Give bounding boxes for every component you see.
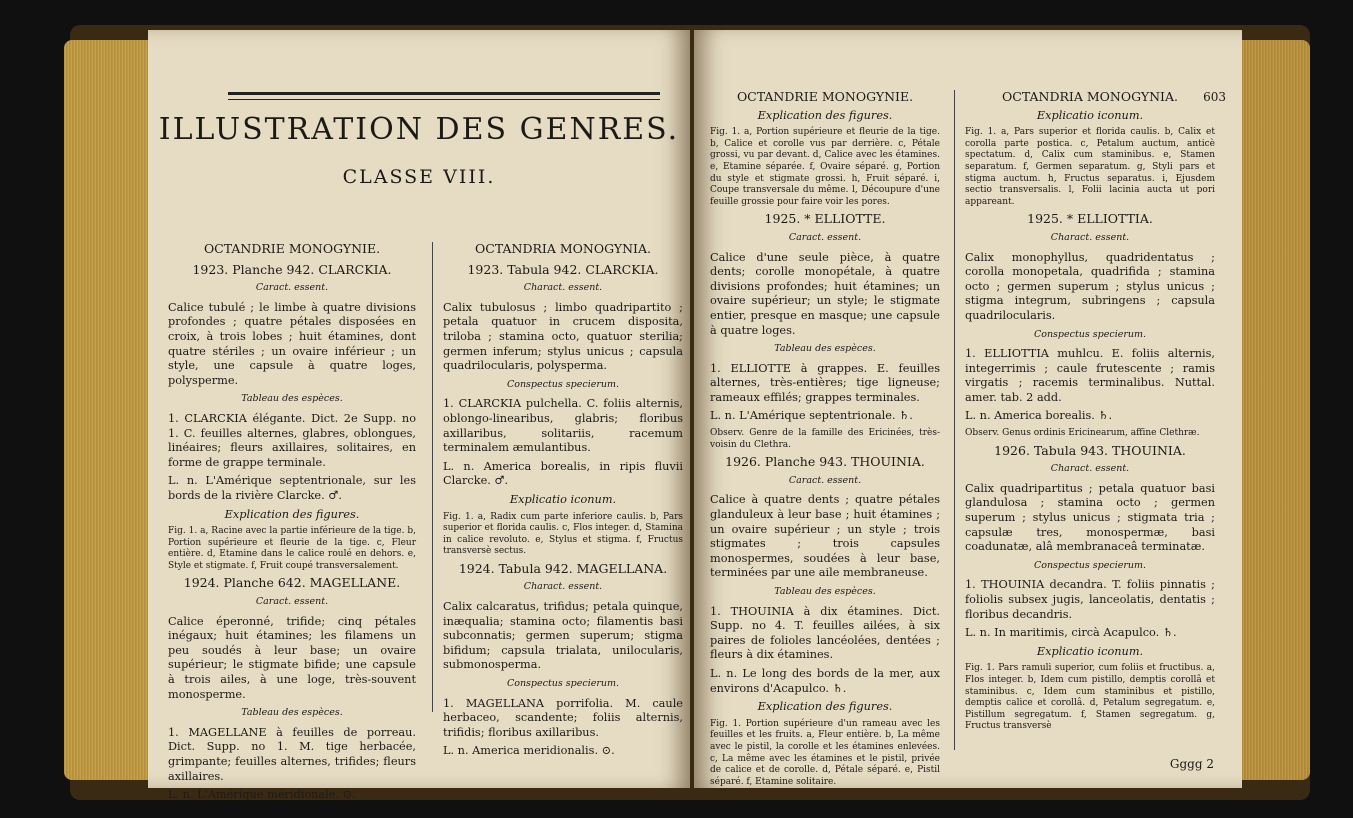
locality: L. n. America borealis, in ripis fluvii Clarcke. ♂.: [443, 459, 683, 488]
left-page: [148, 30, 690, 802]
page-title: ILLUSTRATION DES GENRES.: [158, 112, 680, 147]
french-column: [710, 90, 940, 792]
figure-explanation: Fig. 1. Portion supérieure d'un rameau avec les feuilles et les fruits. a, Fleur entière. b, La même avec le pistil, la corolle et les étamines enlevées. c, La même avec les étamines et le pistil, privée de calice et de corolle. d, Pétale séparé. e, Pistil séparé. f, Etamine solitaire.: [710, 718, 940, 787]
conspectus-label: Conspectus specierum.: [1033, 559, 1147, 571]
figure-explanation: Fig. 1. a, Pars superior et florida caulis. b, Calix et corolla parte postica. c, Petalum auctum, anticè spectatum. d, Calix cum staminibus. e, Stamen separatum. f, Germen separatum. g, Styli pars et stigma auctum. h, Fructus separatus. i, Ejusdem sectio transversalis. l, Folii lacinia aucta ut pori appareant.: [965, 127, 1215, 207]
explicatio-label: Explicatio iconum.: [1036, 108, 1144, 122]
observation: Observ. Genre de la famille des Ericinées, très-voisin du Clethra.: [710, 428, 940, 450]
conspectus-label: Conspectus specierum.: [506, 378, 620, 390]
french-column: [168, 242, 416, 807]
page-edges-right: [1230, 40, 1310, 780]
caract-label: Charact. essent.: [523, 581, 603, 593]
locality: L. n. Le long des bords de la mer, aux environs d'Acapulco. ♄.: [710, 666, 940, 695]
caract-label: Caract. essent.: [255, 282, 329, 294]
latin-column: [954, 90, 1215, 750]
locality: L. n. America meridionalis. ⊙.: [443, 744, 615, 758]
caract-label: Caract. essent.: [255, 596, 329, 608]
conspectus-label: Conspectus specierum.: [506, 678, 620, 690]
genus-heading: 1924. Planche 642. MAGELLANE.: [183, 575, 401, 591]
running-head: OCTANDRIA MONOGYNIA.: [1002, 89, 1178, 104]
species-entry: 1. THOUINIA à dix étamines. Dict. Supp. no 4. T. feuilles ailées, à six paires de folioles lancéolées, dentées ; fleurs à dix étamines.: [710, 604, 940, 662]
genus-heading: 1923. Planche 942. CLARCKIA.: [192, 261, 392, 277]
species-entry: 1. ELLIOTTE à grappes. E. feuilles alternes, très-entières; tige ligneuse; rameaux effilés; grappes terminales.: [710, 361, 940, 404]
tableau-label: Tableau des espèces.: [241, 707, 343, 719]
species-entry: 1. MAGELLANA porrifolia. M. caule herbaceo, scandente; foliis alternis, trifidis; floribus axillaribus.: [443, 696, 683, 739]
species-entry: 1. MAGELLANE à feuilles de porreau. Dict. Supp. no 1. M. tige herbacée, grimpante; feuilles alternes, trifides; fleurs axillaires.: [168, 725, 416, 783]
genus-heading: 1926. Tabula 943. THOUINIA.: [994, 442, 1186, 458]
explicatio-label: Explicatio iconum.: [1036, 644, 1144, 658]
tableau-label: Tableau des espèces.: [774, 343, 876, 355]
tableau-label: Tableau des espèces.: [241, 393, 343, 405]
genus-heading: 1926. Planche 943. THOUINIA.: [725, 454, 925, 470]
genus-description: Calice d'une seule pièce, à quatre dents; corolle monopétale, à quatre divisions profondes; huit étamines; un ovaire supérieur; un style; le stigmate entier, presque en masque; une capsule à quatre loges.: [710, 250, 940, 337]
running-head: OCTANDRIE MONOGYNIE.: [736, 89, 914, 104]
figure-explanation: Fig. 1. a, Portion supérieure et fleurie de la tige. b, Calice et corolle vus par derrière. c, Pétale grossi, vu par devant. d, Calice avec les étamines. e, Etamine séparée. f, Ovaire séparé. g, Portion du style et stigmate grossi. h, Fruit séparé. i, Coupe transversale du même. l, Découpure d'une feuille grossie pour faire voir les pores.: [710, 127, 940, 207]
title-rule: [228, 92, 660, 100]
locality: L. n. America borealis. ♄.: [965, 409, 1113, 423]
species-entry: 1. CLARCKIA pulchella. C. foliis alternis, oblongo-linearibus, glabris; floribus axillaribus, solitariis, racemum terminalem æmulantibus.: [443, 397, 683, 455]
figure-explanation: Fig. 1. a, Radix cum parte inferiore caulis. b, Pars superior et florida caulis. c, Flos integer. d, Stamina in calice revoluto. e, Stylus et stigma. f, Fructus transversè sectus.: [443, 511, 683, 557]
right-page: [694, 30, 1242, 788]
signature-mark: Gggg 2: [1169, 757, 1214, 771]
locality: L. n. L'Amérique septentrionale. ♄.: [710, 409, 913, 423]
genus-heading: 1923. Tabula 942. CLARCKIA.: [467, 261, 659, 277]
genus-description: Calix calcaratus, trifidus; petala quinque, inæqualia; stamina octo; filamentis basi subconnatis; germen superum; stigma bifidum; capsula trialata, unilocularis, submonosperma.: [443, 600, 683, 672]
section-heading: OCTANDRIE MONOGYNIE.: [203, 241, 381, 256]
genus-description: Calice à quatre dents ; quatre pétales glanduleux à leur base ; huit étamines ; un ovaire supérieur ; un style ; trois stigmates ; trois capsules monospermes, soudées à leur base, terminées par une aile membraneuse.: [710, 493, 940, 580]
species-entry: 1. CLARCKIA élégante. Dict. 2e Supp. no 1. C. feuilles alternes, glabres, oblongues, linéaires; fleurs axillaires, solitaires, en forme de grappe terminale.: [168, 411, 416, 469]
caract-label: Charact. essent.: [1050, 231, 1130, 243]
species-entry: 1. ELLIOTTIA muhlcu. E. foliis alternis, integerrimis ; caule frutescente ; ramis virgatis ; racemis terminalibus. Nuttal. amer. tab. 2 add.: [965, 347, 1215, 404]
explication-label: Explication des figures.: [757, 700, 893, 714]
explication-label: Explication des figures.: [224, 507, 360, 521]
caract-label: Caract. essent.: [788, 474, 862, 486]
caract-label: Charact. essent.: [523, 282, 603, 294]
genus-description: Calice tubulé ; le limbe à quatre divisions profondes ; quatre pétales disposées en croix, à trois lobes ; huit étamines, dont quatre stériles ; un ovaire inférieur ; un style, une capsule à quatre loges, polysperme.: [168, 300, 416, 387]
genus-heading: 1925. * ELLIOTTIA.: [1027, 211, 1153, 227]
genus-description: Calix quadripartitus ; petala quatuor basi glandulosa ; stamina octo ; germen superum ; stylus unicus ; stigmata tria ; capsulæ tres, monospermæ, basi coadunatæ, alâ membranaceâ terminatæ.: [965, 481, 1215, 554]
locality: L. n. In maritimis, circà Acapulco. ♄.: [965, 626, 1177, 640]
caract-label: Charact. essent.: [1050, 463, 1130, 475]
explicatio-label: Explicatio iconum.: [509, 492, 617, 506]
class-heading: CLASSE VIII.: [342, 166, 496, 188]
latin-column: [432, 241, 683, 758]
locality: L. n. L'Amérique septentrionale, sur les bords de la rivière Clarcke. ♂.: [168, 474, 416, 502]
tableau-label: Tableau des espèces.: [774, 586, 876, 597]
conspectus-label: Conspectus specierum.: [1033, 328, 1147, 340]
genus-heading: 1924. Tabula 942. MAGELLANA.: [458, 560, 668, 576]
section-heading: OCTANDRIA MONOGYNIA.: [475, 241, 651, 256]
genus-description: Calix tubulosus ; limbo quadripartito ; petala quatuor in crucem disposita, triloba ; stamina octo, quatuor sterilia; germen inferum; stylus unicus ; capsula quadrilocularis, polysperma.: [443, 300, 683, 373]
page-number: 603: [1203, 90, 1226, 104]
genus-description: Calice éperonné, trifide; cinq pétales inégaux; huit étamines; les filamens un peu soudés à leur base; un ovaire supérieur; le stigmate bifide; une capsule à trois ailes, à une loge, très-souvent monosperme.: [168, 614, 416, 701]
genus-heading: 1925. * ELLIOTTE.: [764, 211, 886, 227]
caract-label: Caract. essent.: [788, 231, 862, 243]
page-edges-left: [64, 40, 154, 780]
genus-description: Calix monophyllus, quadridentatus ; corolla monopetala, quadrifida ; stamina octo ; germen superum ; stylus unicus ; stigma integrum, subringens ; capsula quadrilocularis.: [965, 250, 1215, 322]
explication-label: Explication des figures.: [757, 108, 893, 122]
species-entry: 1. THOUINIA decandra. T. foliis pinnatis ; foliolis subsex jugis, lanceolatis, dentatis ; floribus decandris.: [965, 578, 1215, 621]
figure-explanation: Fig. 1. a, Racine avec la partie inférieure de la tige. b, Portion supérieure et fleurie de la tige. c, Fleur entière. d, Etamine dans le calice roulé en dehors. e, Style et stigmate. f, Fruit coupé transversalement.: [168, 526, 416, 571]
locality: L. n. L'Amérique méridionale. ⊙.: [168, 788, 356, 802]
observation: Observ. Genus ordinis Ericinearum, affine Clethræ.: [965, 428, 1200, 439]
figure-explanation: Fig. 1. Pars ramuli superior, cum foliis et fructibus. a, Flos integer. b, Idem cum pistillo, demptis corollâ et staminibus. c, Idem cum staminibus et pistillo, demptis calice et corollâ. d, Petalum segregatum. e, Pistillum segregatum. f, Stamen segregatum. g, Fructus transversè: [965, 663, 1215, 732]
